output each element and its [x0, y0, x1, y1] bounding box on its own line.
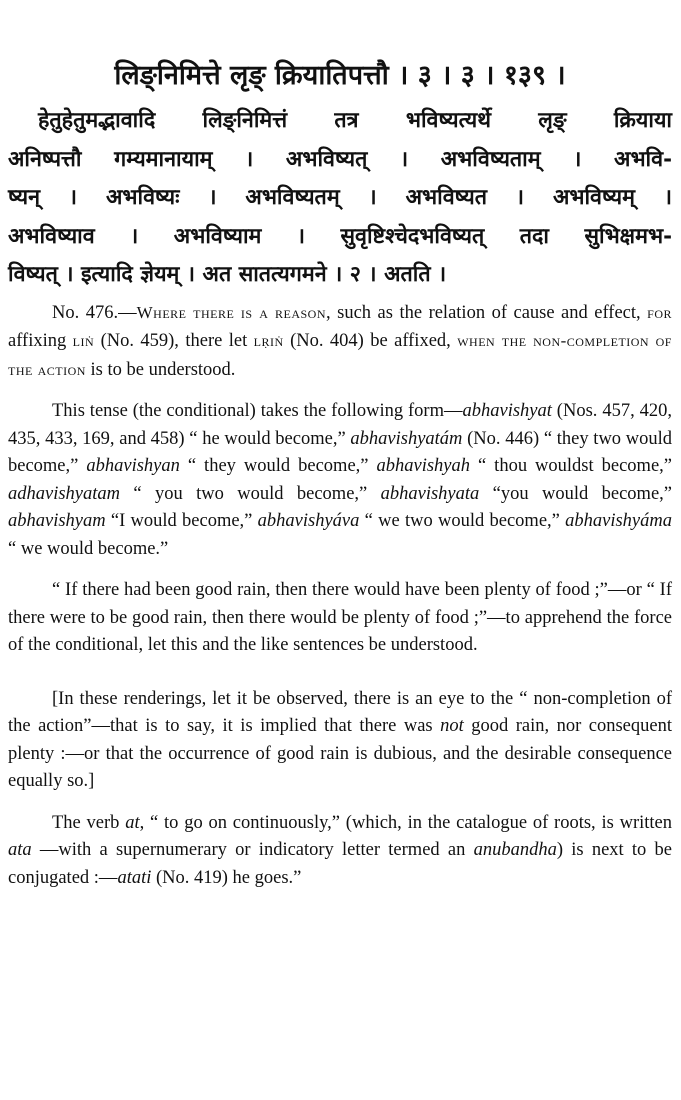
sutra-line: हेतुहेतुमद्भावादि लिङ्निमित्तं तत्र भविष्यत्यर्थे लृङ् क्रियाया — [38, 108, 672, 133]
sutra-commentary — [8, 102, 672, 295]
italic-form: adhavishyatam — [8, 483, 121, 504]
text-run: “ thou wouldst become,” — [470, 456, 672, 476]
text-run: [In these renderings, let it be observed, there is an eye to the “ non-completion of the action”—that is to say, it is implied that there was — [8, 688, 672, 736]
text-run: good rain, nor consequent plenty :—or that the occurrence of good rain is dubious, and the desirable consequence equally so.] — [8, 716, 672, 791]
text-run: (No. 419) he goes.” — [151, 867, 302, 888]
bracketed-note-paragraph — [8, 686, 672, 796]
italic-form: abhavishyata — [380, 483, 480, 504]
text-run: (No. 404) be affixed, — [283, 331, 458, 351]
text-run: “ they would become,” — [179, 456, 377, 476]
text-run: “ you two would become,” — [120, 483, 381, 504]
text-run: (Nos. 457, 420, 435, 433, 169, and 458) “ he would become,” — [8, 401, 672, 449]
conditional-forms-paragraph — [8, 398, 672, 563]
small-caps-text: for — [647, 302, 672, 322]
sutra-heading: लिङ्निमित्ते लृङ् क्रियातिपत्तौ । ३ । ३ । १३९ । — [114, 60, 566, 91]
text-run: affixing — [8, 331, 73, 351]
text-run: , such as the relation of cause and effect, — [326, 302, 648, 323]
italic-form: abhavishyáva — [257, 511, 360, 531]
text-run: ) is next to be conjugated :— — [8, 840, 673, 888]
text-run: (No. 459), there let — [94, 331, 254, 351]
sutra-line: अभविष्याव । अभविष्याम । सुवृष्टिश्चेदभविष्यत् तदा सुभिक्षमभ- — [8, 223, 672, 249]
text-run: “you would become,” — [479, 483, 672, 504]
example-paragraph: “ If there had been good rain, then there would have been plenty of food ;”—or “ If there were to be good rain, then there would be plenty of food ;”—to apprehend the force of the conditional, let this and the like sentences be understood. — [8, 580, 672, 655]
text-run: —with a supernumerary or indicatory letter termed an — [31, 840, 474, 860]
small-caps-text: when the non-completion of the action — [8, 331, 672, 379]
text-run: “I would become,” — [105, 511, 258, 531]
text-run: “ we two would become,” — [359, 511, 566, 531]
text-run: is to be understood. — [85, 359, 236, 380]
italic-form: abhavishyáma — [565, 511, 672, 531]
italic-form: at — [125, 812, 140, 833]
page-content — [8, 56, 672, 892]
italic-form: ata — [8, 840, 32, 860]
affix-term: lṛiṅ — [253, 331, 284, 350]
rule-number: No. 476.— — [52, 302, 137, 323]
italic-form: atati — [117, 867, 152, 888]
next-verb-paragraph — [8, 810, 672, 893]
text-run: “ we would become.” — [8, 538, 169, 559]
affix-term: liṅ — [72, 331, 95, 350]
italic-form: abhavishyatám — [350, 428, 463, 449]
italic-form: abhavishyat — [462, 401, 552, 421]
small-caps-text: Where there is a reason — [136, 302, 327, 322]
text-run: (No. 446) “ they two would become,” — [8, 428, 673, 476]
sutra-line: विष्यत् । इत्यादि ज्ञेयम् । अत सातत्यगमने । २ । अतति । — [8, 262, 447, 287]
italic-form: anubandha — [473, 840, 557, 860]
italic-form: abhavishyam — [8, 511, 106, 531]
sutra-line: ष्यन् । अभविष्यः । अभविष्यतम् । अभविष्यत । अभविष्यम् । — [8, 185, 672, 210]
italic-form: abhavishyan — [86, 456, 180, 476]
sutra-line: अनिष्पत्तौ गम्यमानायाम् । अभविष्यत् । अभविष्यताम् । अभवि- — [8, 146, 672, 172]
italic-word: not — [440, 716, 464, 736]
text-run: This tense (the conditional) takes the following form— — [52, 401, 463, 421]
italic-form: abhavishyah — [376, 456, 470, 476]
text-run: , “ to go on continuously,” (which, in the catalogue of roots, is written — [139, 812, 672, 833]
text-run: The verb — [52, 812, 126, 833]
rule-translation-paragraph — [8, 299, 672, 385]
